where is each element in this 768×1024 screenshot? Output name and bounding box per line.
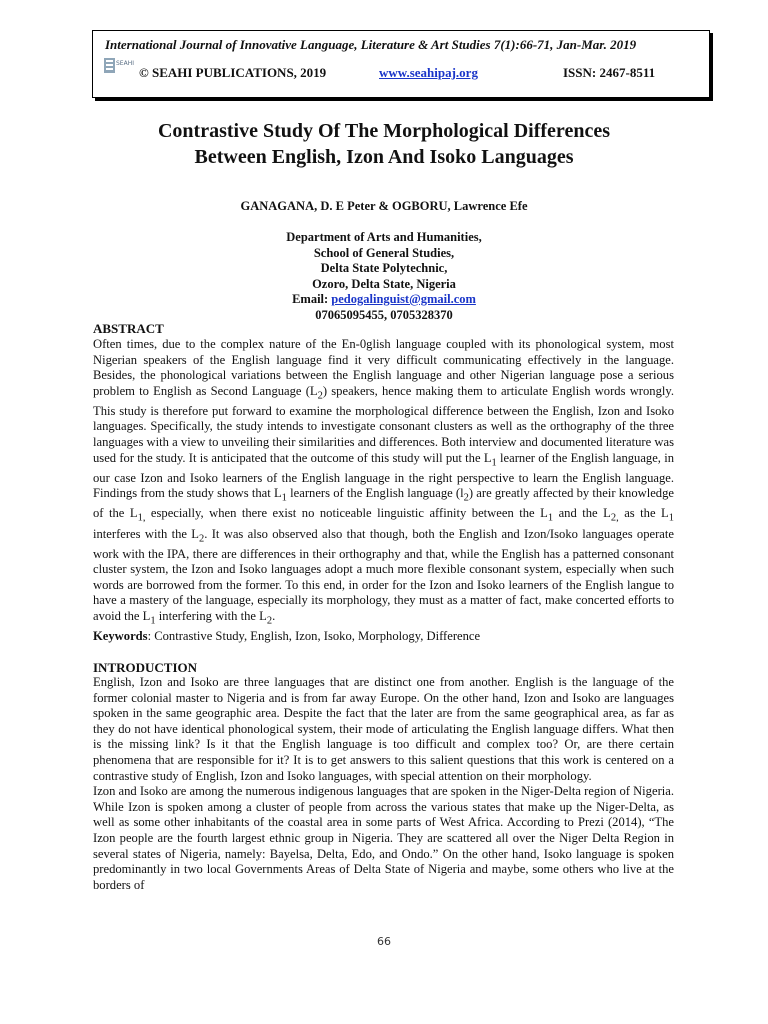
paper-authors: GANAGANA, D. E Peter & OGBORU, Lawrence Efe [240,199,528,213]
keywords-label: Keywords [93,629,148,644]
introduction-heading: INTRODUCTION [93,660,198,675]
email-link[interactable]: pedogalinguist@gmail.com [331,292,476,306]
paper-title [60,118,708,170]
page-number: 66 [377,935,391,948]
issn-number: ISSN: 2467-8511 [563,65,656,80]
author-affiliation [60,230,708,323]
intro-paragraph-2: Izon and Isoko are among the numerous indigenous languages that are spoken in the Niger-Delta region of Nigeria. While Izon is spoken among a cluster of people from across the various states that make up the Niger-Delta, as well as some other inhabitants of the coastal area in some parts of West Africa. According to Prezi (2014), “The Izon people are the fourth largest ethnic group in Nigeria. They are scattered all over the Niger Delta Region in several states of Nigeria, namely: Bayelsa, Delta, Edo, and Ondo.” On the other hand, Isoko language is spoken predominantly in two local Governments Areas of Delta State of Nigeria and maybe, some others who live at the borders of [93,784,674,892]
publisher-website-link[interactable]: www.seahipaj.org [379,65,478,80]
keywords-list: : Contrastive Study, English, Izon, Isoko, Morphology, Difference [147,629,481,644]
intro-paragraph-1: English, Izon and Isoko are three languages that are distinct one from another. English is the language of the former colonial master to Nigeria and is from far away Europe. On the other hand, Izon and Isoko are languages spoken in the same geographic area. Despite the fact that the later are from the same geographical area, as far as they do not have identical phonological system, their mode of articulating the English language differs. What then is the missing link? Is it that the English language is too difficult and complex too? Or, are there certain phenomena that are responsible for it? It is to get answers to this salient questions that this work is centered on a contrastive study of English, Izon and Isoko languages, with special attention on their morphology. [93,675,674,783]
logo-text: SEAHI [116,60,134,67]
abstract-paragraph: Often times, due to the complex nature of the En-0glish language coupled with its phonological system, most Nigerian speakers of the English language find it very difficult communicating effectively in the language. Besides, the phonological variations between the English language and other Nigerian language pose a serious problem to English as Second Language $(L_2)$ speakers, hence making them to articulate English words wrongly. This study is therefore put forward to examine the morphological difference between the English, Izon and Isoko languages. Specifically, the study intends to investigate consonant clusters as well as the orthography of the three languages with a view to unveiling their similarities and differences. Both interview and documented literature was used for the study. It is anticipated that the outcome of this study will put the $L_1$ learner of the English language, in our case Izon and Isoko learners of the English language in the right perspective to learn the English language. Findings from the study shows that $L_1$ learners of the English language $(l_2)$ are greatly affected by their knowledge of the $L_{1,}$ especially, when there exist no noticeable linguistic affinity between the $L_1$ and the $L_{2,}$ as the $L_1$ interferes with the $L_2$. It was also observed also that though, both the English and Izon/Isoko languages operate work with the IPA, there are differences in their orthography and that, while the English has a patterned consonant cluster system, the Izon and Isoko languages adopt a much more flexible consonant system, especially when such words are borrowed from the former. To this end, in order for the Izon and Isoko learners of the English langue to have a mastery of the language, especially its morphology, they must as a matter of fact, make concerted efforts to avoid the $L_1$ interfering with the $L_2$. [93,337,675,627]
title-line-2: Between English, Izon And Isoko Languages [194,146,574,168]
email-label: Email: [292,292,329,306]
keywords-line [93,629,674,645]
affil-phones: 07065095455, 0705328370 [315,307,453,322]
publisher-copyright: © SEAHI PUBLICATIONS, 2019 [139,65,327,80]
introduction-body [93,675,674,893]
seahi-logo-icon [103,55,134,79]
affil-location: Ozoro, Delta State, Nigeria [312,276,456,291]
journal-citation: International Journal of Innovative Language, Literature & Art Studies 7(1):66-71, Jan-Mar. 2019 [105,37,637,52]
title-line-1: Contrastive Study Of The Morphological Differences [157,120,610,142]
affil-email-line [60,292,708,308]
affil-school: School of General Studies, [313,245,455,260]
journal-header-box [92,30,710,98]
affil-dept: Department of Arts and Humanities, [286,230,482,244]
abstract-body [93,337,674,645]
abstract-heading: ABSTRACT [93,321,164,336]
affil-institution: Delta State Polytechnic, [320,261,448,275]
